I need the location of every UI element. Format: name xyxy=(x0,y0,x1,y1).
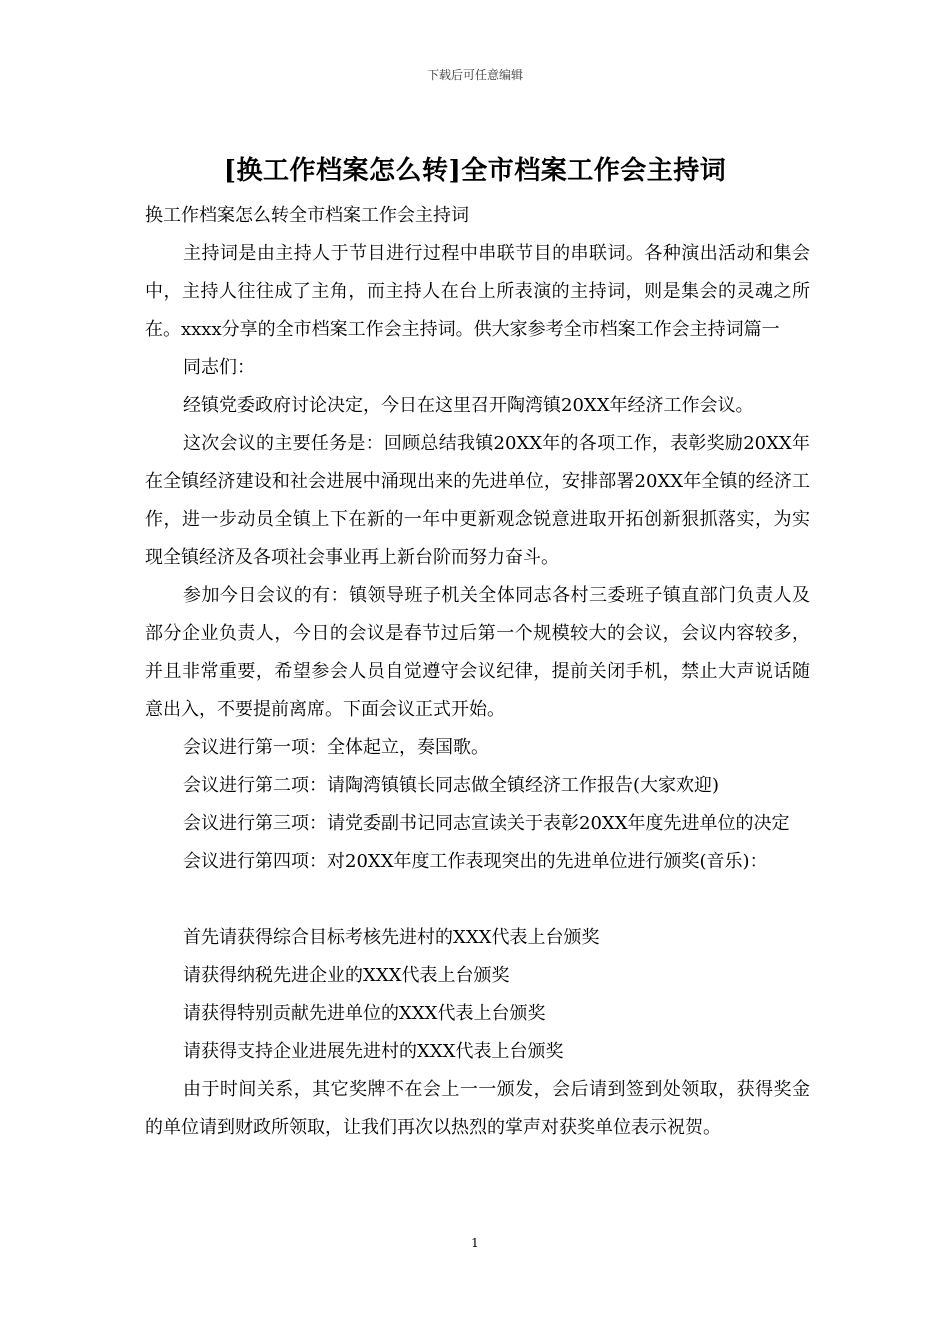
document-body xyxy=(145,197,810,1147)
agenda-item: 会议进行第一项：全体起立，奏国歌。 xyxy=(183,737,489,758)
blank-line xyxy=(145,881,810,919)
header-note: 下载后可任意编辑 xyxy=(426,68,523,82)
award-item: 请获得纳税先进企业的XXX代表上台颁奖 xyxy=(183,965,510,986)
intro-paragraph: 主持词是由主持人于节目进行过程中串联节目的串联词。各种演出活动和集会中，主持人往往成了主角，而主持人在台上所表演的主持词，则是集会的灵魂之所在。xxxx分享的全市档案工作会主持词。供大家参考全市档案工作会主持词篇一 xyxy=(145,243,810,340)
closing-paragraph: 由于时间关系，其它奖牌不在会上一一颁发，会后请到签到处领取，获得奖金的单位请到财政所领取，让我们再次以热烈的掌声对获奖单位表示祝贺。 xyxy=(145,1079,810,1138)
award-item: 请获得特别贡献先进单位的XXX代表上台颁奖 xyxy=(183,1003,546,1024)
agenda-item: 会议进行第二项：请陶湾镇镇长同志做全镇经济工作报告(大家欢迎) xyxy=(183,775,720,796)
body-paragraph: 经镇党委政府讨论决定，今日在这里召开陶湾镇20XX年经济工作会议。 xyxy=(183,395,754,416)
agenda-item: 会议进行第三项：请党委副书记同志宣读关于表彰20XX年度先进单位的决定 xyxy=(183,813,790,834)
award-item: 请获得支持企业进展先进村的XXX代表上台颁奖 xyxy=(183,1041,564,1062)
document-title: [换工作档案怎么转]全市档案工作会主持词 xyxy=(223,156,727,186)
greeting-paragraph: 同志们： xyxy=(183,357,255,378)
body-paragraph: 参加今日会议的有：镇领导班子机关全体同志各村三委班子镇直部门负责人及部分企业负责人，今日的会议是春节过后第一个规模较大的会议，会议内容较多，并且非常重要，希望参会人员自觉遵守会议纪律，提前关闭手机，禁止大声说话随意出入，不要提前离席。下面会议正式开始。 xyxy=(145,585,810,720)
agenda-item: 会议进行第四项：对20XX年度工作表现突出的先进单位进行颁奖(音乐)： xyxy=(183,851,768,872)
subtitle-paragraph: 换工作档案怎么转全市档案工作会主持词 xyxy=(145,205,469,226)
award-item: 首先请获得综合目标考核先进村的XXX代表上台颁奖 xyxy=(183,927,600,948)
body-paragraph: 这次会议的主要任务是：回顾总结我镇20XX年的各项工作，表彰奖励20XX年在全镇经济建设和社会进展中涌现出来的先进单位，安排部署20XX年全镇的经济工作，进一步动员全镇上下在新的一年中更新观念锐意进取开拓创新狠抓落实，为实现全镇经济及各项社会事业再上新台阶而努力奋斗。 xyxy=(145,433,810,568)
page-number: 1 xyxy=(471,1236,479,1250)
